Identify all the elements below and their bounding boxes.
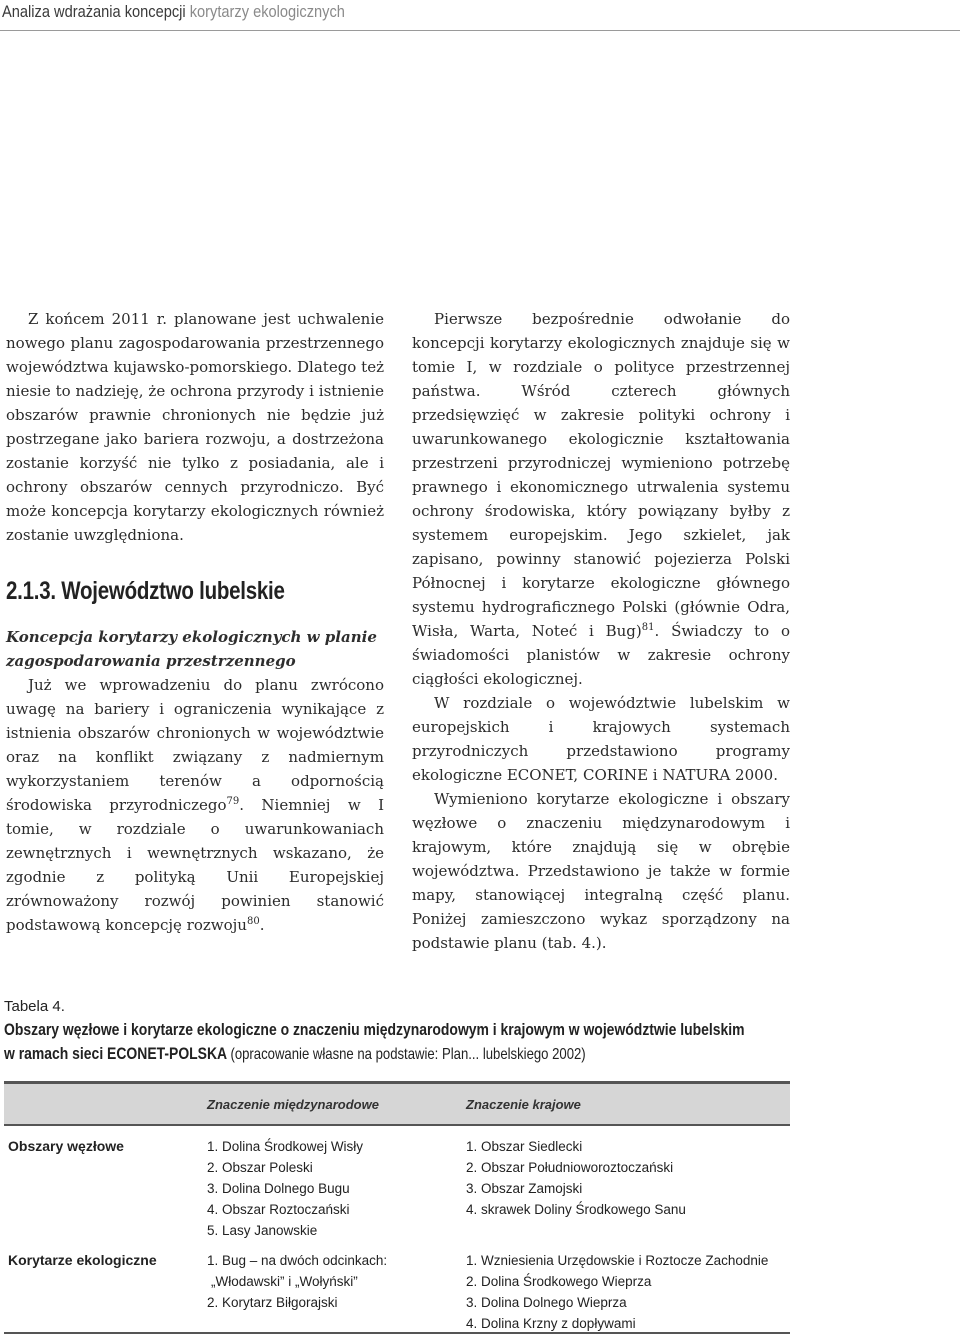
table-header-national: Znaczenie krajowe (466, 1097, 581, 1112)
right-paragraph-1-b: . Świadczy to o świadomości planistów w zakresie ochrony ciągłości ekologicznej. (412, 622, 790, 688)
table-title-line-2-text: w ramach sieci ECONET-POLSKA (4, 1044, 227, 1063)
list-item: 5. Lasy Janowskie (207, 1223, 318, 1238)
table-row (4, 1126, 790, 1240)
running-header-title (2, 0, 345, 24)
left-paragraph-2-c: . (259, 916, 265, 934)
left-column (6, 307, 384, 937)
left-paragraph-1: Z końcem 2011 r. planowane jest uchwalenie nowego planu zagospodarowania przestrzennego województwa kujawsko-pomorskiego. Dlatego też niesie to nadzieję, że ochrona przyrody i istnienie obszarów prawnie chronionych nie będzie już postrzegane jako bariera rozwoju, a dostrzeżona zostanie korzyść nie tylko z posiadania, ale i ochrony obszarów cennych przyrodniczo. Być może koncepcja korytarzy ekologicznych również zostanie uwzględniona. (6, 310, 384, 544)
running-header (0, 0, 960, 31)
table-cell-international (207, 1136, 363, 1241)
list-item: 4. Dolina Krzny z dopływami (466, 1316, 636, 1331)
list-item: 2. Obszar Południoworoztoczański (466, 1160, 674, 1175)
table-row-label: Obszary węzłowe (8, 1138, 124, 1154)
subheading: Koncepcja korytarzy ekologicznych w planie zagospodarowania przestrzennego (6, 628, 377, 670)
list-item: 1. Obszar Siedlecki (466, 1139, 583, 1154)
list-item: 2. Korytarz Biłgorajski (207, 1295, 338, 1310)
table-bottom-rule (4, 1332, 790, 1334)
table (4, 1081, 790, 1332)
right-paragraph-3: Wymieniono korytarze ekologiczne i obszary węzłowe o znaczeniu międzynarodowym i krajowym, które znajdują się w obrębie województwa. Przedstawiono je także w formie mapy, stanowiącej integralną część planu. Poniżej zamieszczono wykaz sporządzony na podstawie planu (tab. 4.). (412, 790, 790, 952)
list-item: 2. Dolina Środkowego Wieprza (466, 1274, 652, 1289)
list-item: 1. Wzniesienia Urzędowskie i Roztocze Zachodnie (466, 1253, 769, 1268)
list-item: 3. Dolina Dolnego Wieprza (466, 1295, 627, 1310)
table-label: Tabela 4. (4, 998, 65, 1015)
list-item: 3. Obszar Zamojski (466, 1181, 583, 1196)
right-paragraph-1 (412, 307, 790, 691)
table-title-line-2 (4, 1042, 742, 1067)
running-header-part2: korytarzy ekologicznych (189, 2, 345, 21)
table-header-row (4, 1084, 790, 1126)
table-row (4, 1240, 790, 1332)
running-header-part1: Analiza wdrażania koncepcji (2, 2, 186, 21)
table-title-line-1: Obszary węzłowe i korytarze ekologiczne o znaczeniu międzynarodowym i krajowym w województwie lubelskim (4, 1020, 745, 1039)
list-item: 4. Obszar Roztoczański (207, 1202, 350, 1217)
left-paragraph-2 (6, 673, 384, 937)
table-header-international: Znaczenie międzynarodowe (207, 1097, 379, 1112)
left-paragraph-2-a: Już we wprowadzeniu do planu zwrócono uwagę na bariery i ograniczenia wynikające z istnienia obszarów chronionych w województwie oraz na konflikt związany z nadmiernym wykorzystaniem terenów a odpornością środowiska przyrodniczego (6, 676, 384, 814)
table-caption (4, 996, 904, 1067)
table-source: (opracowanie własne na podstawie: Plan... lubelskiego 2002) (230, 1046, 586, 1063)
footnote-ref-79[interactable]: 79 (226, 796, 240, 807)
section-heading: 2.1.3. Województwo lubelskie (6, 577, 285, 605)
footnote-ref-80[interactable]: 80 (246, 916, 260, 927)
right-column (412, 307, 790, 955)
list-item: 4. skrawek Doliny Środkowego Sanu (466, 1202, 686, 1217)
list-item: „Włodawski” i „Wołyński” (211, 1274, 358, 1289)
table-cell-national (466, 1136, 686, 1220)
table-cell-national (466, 1250, 768, 1334)
list-item: 1. Bug – na dwóch odcinkach: (207, 1253, 388, 1268)
list-item: 2. Obszar Poleski (207, 1160, 313, 1175)
table-cell-international (207, 1250, 387, 1313)
footnote-ref-81[interactable]: 81 (641, 622, 655, 633)
right-paragraph-2: W rozdziale o województwie lubelskim w europejskich i krajowych systemach przyrodniczych przedstawiono programy ekologiczne ECONET, CORINE i NATURA 2000. (412, 694, 790, 784)
right-paragraph-1-a: Pierwsze bezpośrednie odwołanie do koncepcji korytarzy ekologicznych znajduje się w tomie I, w rozdziale o polityce przestrzennej państwa. Wśród czterech głównych przedsięwzięć w zakresie polityki ochrony i uwarunkowanego ekologicznie kształtowania przestrzeni przyrodniczej wymieniono potrzebę prawnego i ekonomicznego utrwalenia systemu ochrony środowiska, który powiązany byłby z systemem europejskim. Jego szkielet, jak zapisano, powinny stanowić pojezierza Polski Północnej i korytarze ekologiczne głównego systemu hydrograficznego Polski (głównie Odra, Wisła, Warta, Noteć i Bug) (412, 310, 790, 640)
left-paragraph-2-b: . Niemniej w I tomie, w rozdziale o uwarunkowaniach zewnętrznych i wewnętrznych wskazano, że zgodnie z polityką Unii Europejskiej zrównoważony rozwój powinien stanowić podstawową koncepcję rozwoju (6, 796, 384, 934)
list-item: 3. Dolina Dolnego Bugu (207, 1181, 350, 1196)
list-item: 1. Dolina Środkowej Wisły (207, 1139, 364, 1154)
table-row-label: Korytarze ekologiczne (8, 1252, 157, 1268)
